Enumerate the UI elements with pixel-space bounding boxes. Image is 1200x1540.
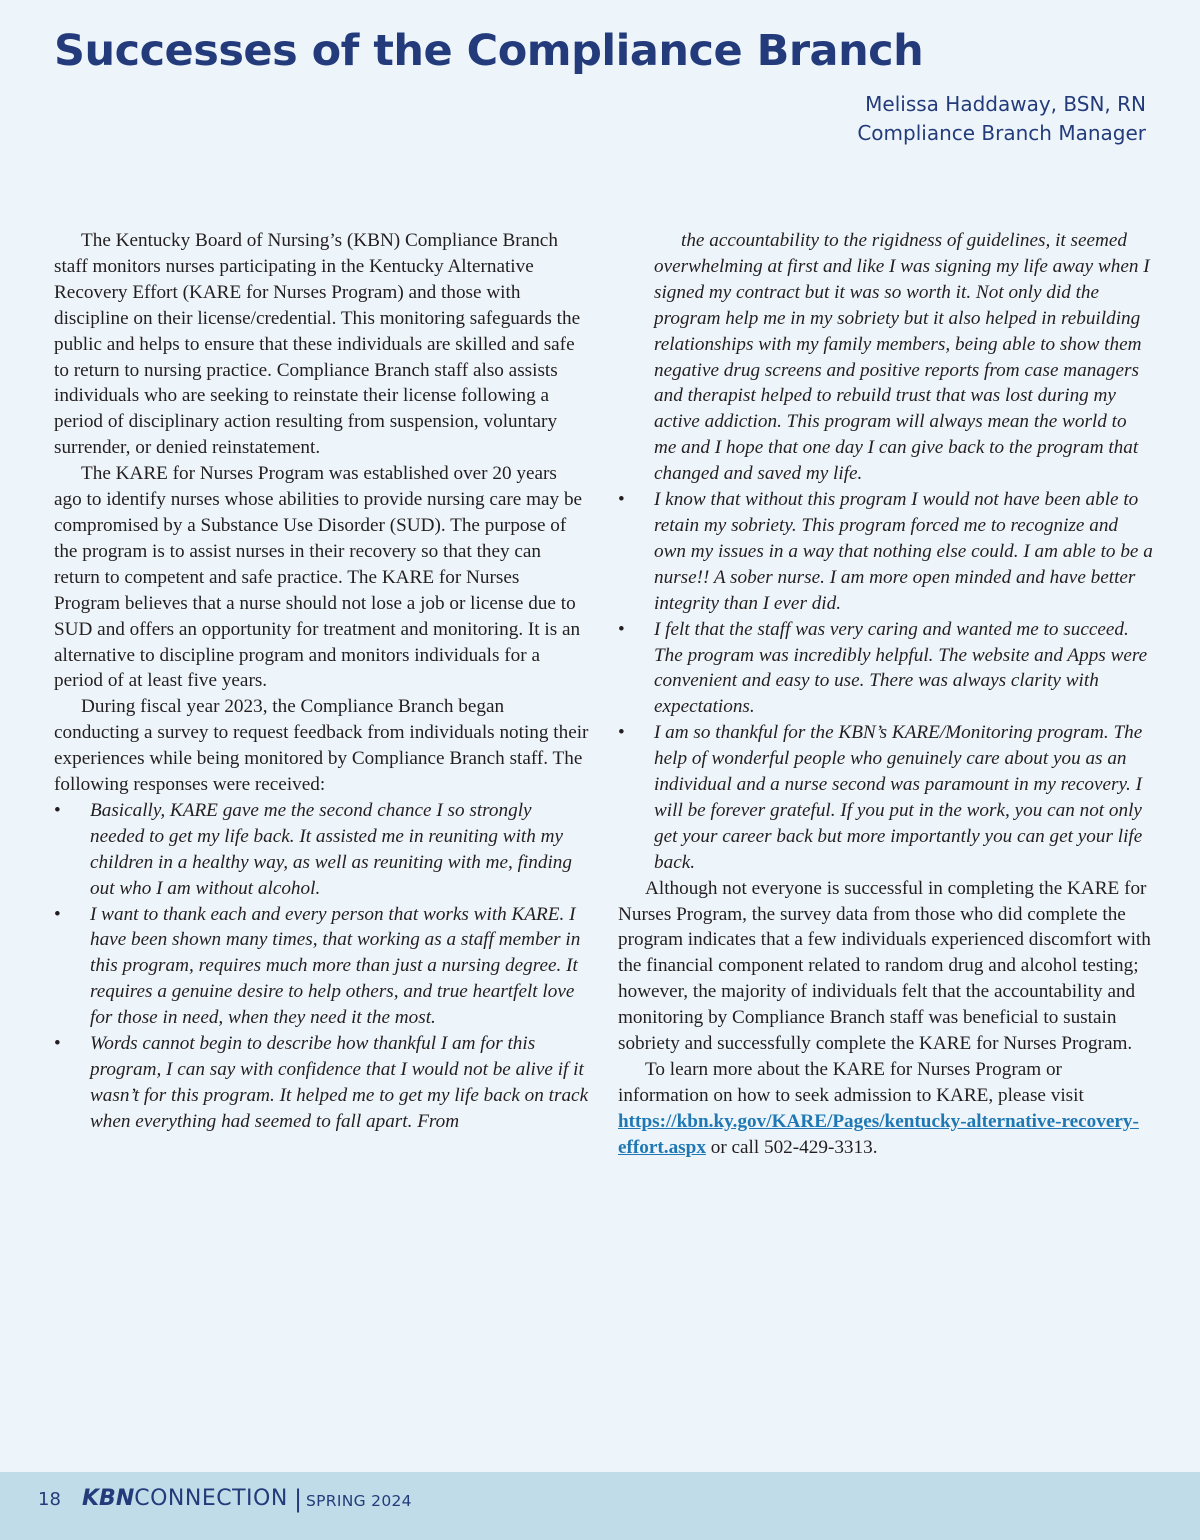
testimonial-text: I felt that the staff was very caring and wanted me to succeed. The program was incredibly helpful. The website and Apps were convenient and easy to use. There was always clarity with expectations. bbox=[654, 618, 1148, 718]
author-role: Compliance Branch Manager bbox=[857, 121, 1146, 145]
logo-kbn: KBN bbox=[82, 1486, 135, 1511]
testimonial-item bbox=[54, 1031, 589, 1135]
testimonial-text: Basically, KARE gave me the second chance I so strongly needed to get my life back. It assisted me in reuniting with my children in a healthy way, as well as reuniting with me, finding out who I am without alcohol. bbox=[90, 799, 572, 899]
right-column bbox=[618, 228, 1153, 1161]
footer-divider: | bbox=[294, 1485, 303, 1513]
page-footer bbox=[0, 1472, 1200, 1540]
page-title: Successes of the Compliance Branch bbox=[54, 26, 924, 76]
testimonial-list-left bbox=[54, 798, 589, 1135]
testimonial-item bbox=[618, 720, 1153, 875]
closing-paragraph bbox=[618, 1057, 1153, 1161]
logo-connection: CONNECTION bbox=[134, 1486, 288, 1511]
bullet-marker: • bbox=[54, 1033, 61, 1055]
bullet-marker: • bbox=[618, 722, 625, 744]
testimonial-text: I want to thank each and every person that works with KARE. I have been shown many times, that working as a staff member in this program, requires much more than just a nursing degree. It requires a genuine desire to help others, and true heartfelt love for those in need, when they need it the most. bbox=[90, 903, 581, 1029]
author-byline bbox=[857, 90, 1146, 148]
bullet-marker: • bbox=[618, 489, 625, 511]
closing-phone-text: or call 502-429-3313. bbox=[710, 1136, 878, 1158]
testimonial-text: I am so thankful for the KBN’s KARE/Monitoring program. The help of wonderful people who genuinely care about you as an individual and a nurse second was paramount in my recovery. I will be forever grateful. If you put in the work, you can not only get your career back but more importantly you can get your life back. bbox=[654, 722, 1143, 873]
testimonial-item bbox=[618, 617, 1153, 721]
author-name: Melissa Haddaway, BSN, RN bbox=[865, 92, 1146, 116]
intro-paragraph: The Kentucky Board of Nursing’s (KBN) Compliance Branch staff monitors nurses participating in the Kentucky Alternative Recovery Effort (KARE for Nurses Program) and those with discipline on their license/credential. This monitoring safeguards the public and helps to ensure that these individuals are skilled and safe to return to nursing practice. Compliance Branch staff also assists individuals who are seeking to reinstate their license following a period of disciplinary action resulting from suspension, voluntary surrender, or denied reinstatement. bbox=[54, 230, 581, 459]
bullet-marker: • bbox=[54, 799, 61, 821]
page-number: 18 bbox=[38, 1489, 61, 1510]
testimonial-continuation: the accountability to the rigidness of guidelines, it seemed overwhelming at first and like I was signing my life away when I signed my contract but it was so worth it. Not only did the program help me in my sobriety but it also helped in rebuilding relationships with my family members, being able to show them negative drug screens and positive reports from case managers and therapist helped to rebuild trust that was lost during my active addiction. This program will always mean the world to me and I hope that one day I can give back to the program that changed and saved my life. bbox=[654, 230, 1150, 485]
kare-program-paragraph: The KARE for Nurses Program was established over 20 years ago to identify nurses whose abilities to provide nursing care may be compromised by a Substance Use Disorder (SUD). The purpose of the program is to assist nurses in their recovery so that they can return to competent and safe practice. The KARE for Nurses Program believes that a nurse should not lose a job or license due to SUD and offers an opportunity for treatment and monitoring. It is an alternative to discipline program and monitors individuals for a period of at least five years. bbox=[54, 463, 583, 692]
issue-label: SPRING 2024 bbox=[306, 1492, 412, 1510]
testimonial-item bbox=[54, 798, 589, 902]
outcome-paragraph: Although not everyone is successful in completing the KARE for Nurses Program, the survey data from those who did complete the program indicates that a few individuals experienced discomfort with the financial component related to random drug and alcohol testing; however, the majority of individuals felt that the accountability and monitoring by Compliance Branch staff was beneficial to sustain sobriety and successfully complete the KARE for Nurses Program. bbox=[618, 877, 1151, 1055]
left-column bbox=[54, 228, 589, 1135]
testimonial-item bbox=[54, 902, 589, 1032]
testimonial-text: I know that without this program I would not have been able to retain my sobriety. This program forced me to recognize and own my issues in a way that nothing else could. I am able to be a nurse!! A sober nurse. I am more open minded and have better integrity than I ever did. bbox=[654, 489, 1153, 614]
testimonial-item bbox=[618, 487, 1153, 617]
testimonial-list-right bbox=[618, 487, 1153, 876]
bullet-marker: • bbox=[54, 903, 61, 925]
bullet-marker: • bbox=[618, 618, 625, 640]
survey-paragraph: During fiscal year 2023, the Compliance Branch began conducting a survey to request feedback from individuals noting their experiences while being monitored by Compliance Branch staff. The following responses were received: bbox=[54, 696, 589, 796]
closing-text: To learn more about the KARE for Nurses Program or information on how to seek admission to KARE, please visit bbox=[618, 1059, 1084, 1106]
kare-website-link[interactable]: https://kbn.ky.gov/KARE/Pages/kentucky-alternative-recovery-effort.aspx bbox=[618, 1110, 1139, 1158]
testimonial-text: Words cannot begin to describe how thankful I am for this program, I can say with confidence that I would not be alive if it wasn’t for this program. It helped me to get my life back on track when everything had seemed to fall apart. From bbox=[90, 1033, 589, 1132]
publication-logo bbox=[82, 1486, 288, 1511]
